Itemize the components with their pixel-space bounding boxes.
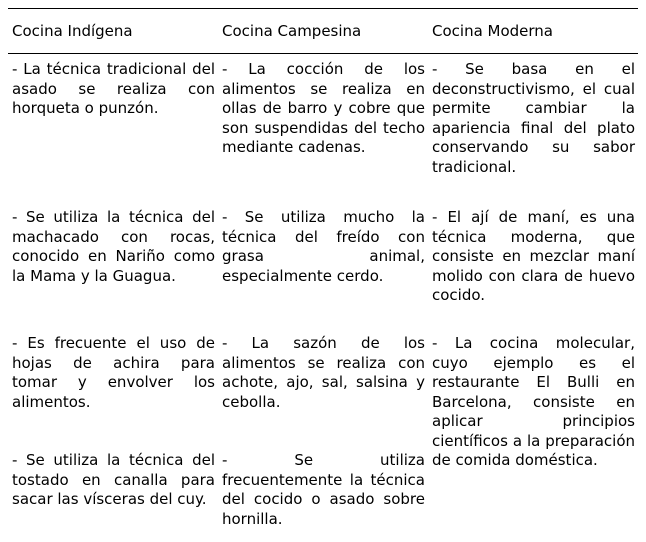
table-header-row [8, 9, 638, 53]
cuisine-comparison-table [8, 8, 638, 528]
table-row [8, 208, 638, 306]
table-cell: - Se utiliza la técnica del machacado con rocas, conocido en Nariño como la Mama y la Guagua. [12, 208, 215, 285]
table-row [8, 451, 638, 529]
header-cocina-moderna: Cocina Moderna [432, 21, 554, 40]
table-cell: - Es frecuente el uso de hojas de achira para tomar y envolver los alimentos. [12, 334, 215, 411]
table-cell [428, 451, 638, 529]
header-cocina-campesina: Cocina Campesina [222, 21, 362, 40]
table-cell: - La cocción de los alimentos se realiza en ollas de barro y cobre que son suspendidas del techo mediante cadenas. [222, 60, 425, 156]
table-cell: - El ají de maní, es una técnica moderna, que consiste en mezclar maní molido con clara de huevo cocido. [432, 208, 635, 304]
table-cell: - Se basa en el deconstructivismo, el cual permite cambiar la apariencia final del plato conservando su sabor tradicional. [432, 60, 635, 176]
table-cell: - Se utiliza frecuentemente la técnica del cocido o asado sobre hornilla. [222, 451, 425, 528]
table-cell: - Se utiliza la técnica del tostado en canalla para sacar las vísceras del cuy. [12, 451, 215, 508]
header-bottom-rule [8, 53, 638, 54]
table-cell: - Se utiliza mucho la técnica del freído con grasa animal, especialmente cerdo. [222, 208, 425, 285]
table-cell: - La cocina molecular, cuyo ejemplo es el restaurante El Bulli en Barcelona, consiste en aplicar principios científicos a la preparación de comida doméstica. [432, 334, 635, 469]
table-cell: - La sazón de los alimentos se realiza con achote, ajo, sal, salsina y cebolla. [222, 334, 425, 411]
table-row [8, 60, 638, 177]
header-cocina-indigena: Cocina Indígena [12, 21, 133, 40]
table-cell: - La técnica tradicional del asado se realiza con horqueta o punzón. [12, 60, 215, 117]
